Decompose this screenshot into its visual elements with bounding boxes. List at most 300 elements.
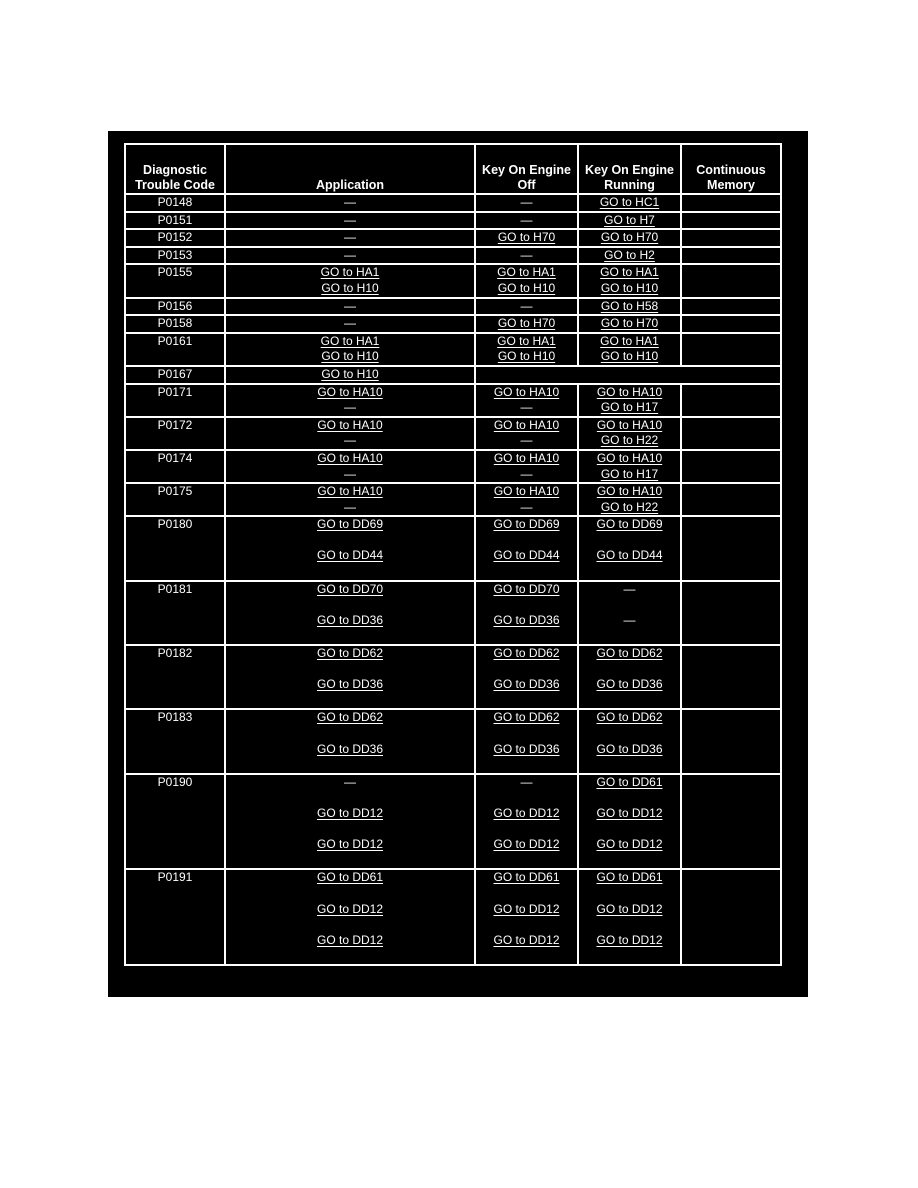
goto-line bbox=[579, 418, 680, 434]
goto-link[interactable]: GO to HA10 bbox=[596, 450, 663, 465]
dtc-code-cell bbox=[125, 645, 225, 709]
goto-line bbox=[226, 349, 474, 365]
goto-line bbox=[226, 418, 474, 434]
empty-line bbox=[476, 822, 577, 838]
goto-line bbox=[226, 902, 474, 918]
goto-cell bbox=[681, 709, 781, 773]
goto-link[interactable]: GO to HA10 bbox=[493, 484, 560, 499]
empty-line bbox=[682, 517, 780, 533]
goto-link[interactable]: GO to DD44 bbox=[596, 548, 663, 563]
dtc-code: P0190 bbox=[157, 774, 193, 789]
goto-link[interactable]: GO to DD12 bbox=[493, 805, 560, 820]
goto-cell bbox=[578, 333, 681, 366]
application-line bbox=[226, 757, 474, 773]
application-line: — bbox=[344, 298, 356, 313]
goto-link[interactable]: GO to DD62 bbox=[316, 710, 384, 725]
goto-line bbox=[226, 548, 474, 564]
empty-line bbox=[682, 265, 780, 281]
column-header-line: Key On Engine bbox=[585, 163, 674, 177]
dtc-code: P0151 bbox=[157, 212, 193, 227]
goto-link[interactable]: GO to HA1 bbox=[497, 265, 556, 280]
goto-line bbox=[579, 548, 680, 564]
goto-line bbox=[226, 742, 474, 758]
dtc-code: P0180 bbox=[157, 517, 193, 532]
dash-placeholder: — bbox=[520, 499, 533, 514]
empty-line bbox=[682, 677, 780, 693]
empty-line bbox=[682, 886, 780, 902]
goto-link[interactable]: GO to DD12 bbox=[596, 932, 663, 947]
goto-link[interactable]: GO to DD36 bbox=[493, 612, 560, 627]
goto-cell bbox=[578, 483, 681, 516]
dtc-code-cell bbox=[125, 450, 225, 483]
goto-link[interactable]: GO to H70 bbox=[497, 230, 556, 245]
goto-link[interactable]: GO to H70 bbox=[600, 316, 659, 331]
goto-line bbox=[476, 677, 577, 693]
goto-link[interactable]: GO to HA1 bbox=[600, 333, 659, 348]
empty-line bbox=[476, 533, 577, 549]
empty-line bbox=[682, 710, 780, 726]
goto-cell bbox=[681, 417, 781, 450]
goto-link[interactable]: GO to HA1 bbox=[600, 265, 659, 280]
empty-line bbox=[682, 451, 780, 467]
application-cell bbox=[225, 247, 475, 265]
dtc-code-cell bbox=[125, 384, 225, 417]
goto-cell bbox=[475, 709, 578, 773]
empty-line bbox=[682, 533, 780, 549]
goto-line bbox=[579, 230, 680, 246]
empty-line bbox=[579, 693, 680, 709]
goto-link[interactable]: GO to HA1 bbox=[320, 333, 380, 348]
goto-line bbox=[476, 349, 577, 365]
goto-cell bbox=[578, 417, 681, 450]
goto-cell bbox=[475, 212, 578, 230]
empty-line bbox=[682, 757, 780, 773]
scanned-table-region bbox=[108, 131, 808, 997]
goto-cell bbox=[578, 384, 681, 417]
goto-link[interactable]: GO to DD70 bbox=[316, 581, 384, 596]
empty-line bbox=[682, 822, 780, 838]
goto-link[interactable]: GO to H10 bbox=[600, 280, 659, 295]
empty-line bbox=[476, 367, 780, 383]
empty-line bbox=[579, 917, 680, 933]
dtc-code: P0153 bbox=[157, 247, 193, 262]
dash-placeholder: — bbox=[520, 466, 533, 481]
empty-line bbox=[682, 726, 780, 742]
goto-link[interactable]: GO to DD70 bbox=[493, 581, 560, 596]
empty-line bbox=[682, 418, 780, 434]
goto-link[interactable]: GO to H10 bbox=[497, 349, 556, 364]
goto-line bbox=[226, 451, 474, 467]
table-row bbox=[125, 315, 781, 333]
application-cell bbox=[225, 450, 475, 483]
goto-cell bbox=[578, 264, 681, 297]
goto-link[interactable]: GO to H22 bbox=[600, 433, 659, 448]
goto-link[interactable]: GO to DD36 bbox=[493, 677, 560, 692]
goto-line bbox=[476, 806, 577, 822]
empty-line bbox=[476, 564, 577, 580]
empty-line bbox=[579, 948, 680, 964]
table-row bbox=[125, 229, 781, 247]
goto-link[interactable]: GO to H10 bbox=[321, 366, 379, 381]
column-header-line: Memory bbox=[707, 178, 755, 192]
goto-link[interactable]: GO to DD36 bbox=[316, 677, 384, 692]
dtc-code-cell bbox=[125, 315, 225, 333]
application-line bbox=[226, 917, 474, 933]
empty-line bbox=[476, 693, 577, 709]
goto-line bbox=[579, 517, 680, 533]
goto-line bbox=[476, 517, 577, 533]
column-header-line: Diagnostic bbox=[143, 163, 207, 177]
goto-line bbox=[476, 742, 577, 758]
goto-line bbox=[579, 646, 680, 662]
table-row bbox=[125, 483, 781, 516]
dtc-code-cell bbox=[125, 194, 225, 212]
goto-link[interactable]: GO to H58 bbox=[600, 298, 659, 313]
goto-cell bbox=[578, 581, 681, 645]
goto-link[interactable]: GO to H22 bbox=[600, 499, 659, 514]
goto-line bbox=[476, 646, 577, 662]
goto-link[interactable]: GO to H17 bbox=[600, 400, 659, 415]
dtc-code: P0171 bbox=[157, 384, 193, 399]
dash-placeholder: — bbox=[520, 400, 533, 415]
empty-line bbox=[682, 742, 780, 758]
empty-line bbox=[579, 886, 680, 902]
goto-line bbox=[579, 334, 680, 350]
goto-link[interactable]: GO to H7 bbox=[604, 212, 655, 227]
goto-link[interactable]: GO to DD62 bbox=[493, 646, 560, 661]
application-cell bbox=[225, 417, 475, 450]
goto-link[interactable]: GO to H70 bbox=[600, 230, 659, 245]
goto-link[interactable]: GO to DD61 bbox=[596, 870, 663, 885]
application-cell bbox=[225, 483, 475, 516]
goto-link[interactable]: GO to HC1 bbox=[599, 195, 660, 209]
goto-link[interactable]: GO to DD36 bbox=[493, 741, 560, 756]
goto-line bbox=[226, 677, 474, 693]
goto-line bbox=[476, 484, 577, 500]
goto-cell bbox=[681, 869, 781, 965]
goto-line bbox=[476, 451, 577, 467]
goto-link[interactable]: GO to DD12 bbox=[493, 901, 560, 916]
goto-cell bbox=[578, 645, 681, 709]
goto-cell bbox=[681, 384, 781, 417]
goto-line bbox=[579, 933, 680, 949]
column-header bbox=[475, 144, 578, 194]
goto-link[interactable]: GO to DD12 bbox=[493, 932, 560, 947]
dtc-code: P0191 bbox=[157, 870, 193, 885]
application-line: — bbox=[344, 195, 356, 209]
goto-link[interactable]: GO to H70 bbox=[497, 316, 556, 331]
application-line: — bbox=[344, 212, 356, 227]
goto-cell bbox=[681, 483, 781, 516]
application-line bbox=[226, 564, 474, 580]
empty-line bbox=[476, 917, 577, 933]
goto-link[interactable]: GO to DD69 bbox=[493, 517, 560, 532]
empty-line bbox=[579, 726, 680, 742]
goto-line bbox=[579, 806, 680, 822]
table-row bbox=[125, 516, 781, 580]
empty-line bbox=[682, 299, 780, 315]
goto-cell bbox=[475, 645, 578, 709]
table-row bbox=[125, 581, 781, 645]
goto-link[interactable]: GO to HA10 bbox=[317, 450, 383, 465]
empty-line bbox=[682, 693, 780, 709]
dtc-code-cell bbox=[125, 483, 225, 516]
goto-cell bbox=[475, 774, 578, 870]
goto-link[interactable]: GO to HA1 bbox=[497, 333, 556, 348]
goto-link[interactable]: GO to DD12 bbox=[493, 837, 560, 852]
goto-link[interactable]: GO to DD12 bbox=[596, 837, 663, 852]
goto-link[interactable]: GO to HA10 bbox=[493, 384, 560, 399]
goto-link[interactable]: GO to DD69 bbox=[316, 517, 384, 532]
goto-line bbox=[579, 742, 680, 758]
dtc-code: P0152 bbox=[157, 230, 193, 245]
goto-link[interactable]: GO to HA10 bbox=[596, 417, 663, 432]
dtc-code: P0181 bbox=[157, 581, 193, 596]
goto-line bbox=[476, 281, 577, 297]
column-header-line: Key On Engine bbox=[482, 163, 571, 177]
goto-line bbox=[226, 334, 474, 350]
table-row bbox=[125, 333, 781, 366]
column-header-line: Continuous bbox=[696, 163, 766, 177]
goto-link[interactable]: GO to HA10 bbox=[493, 417, 560, 432]
application-cell bbox=[225, 384, 475, 417]
goto-link[interactable]: GO to DD36 bbox=[596, 741, 663, 756]
goto-link[interactable]: GO to DD69 bbox=[596, 517, 663, 532]
empty-line bbox=[476, 790, 577, 806]
empty-line bbox=[579, 628, 680, 644]
table-row bbox=[125, 298, 781, 316]
empty-line bbox=[682, 597, 780, 613]
empty-line bbox=[682, 948, 780, 964]
goto-link[interactable]: GO to DD12 bbox=[316, 837, 384, 852]
goto-link[interactable]: GO to DD44 bbox=[493, 548, 560, 563]
goto-cell bbox=[681, 194, 781, 212]
goto-link[interactable]: GO to DD12 bbox=[316, 932, 384, 947]
goto-cell bbox=[578, 450, 681, 483]
goto-cell bbox=[681, 315, 781, 333]
dtc-code: P0175 bbox=[157, 484, 193, 499]
goto-link[interactable]: GO to DD61 bbox=[316, 870, 384, 885]
goto-link[interactable]: GO to DD12 bbox=[316, 901, 384, 916]
goto-line bbox=[226, 582, 474, 598]
table-row bbox=[125, 417, 781, 450]
table-header-row bbox=[125, 144, 781, 194]
table-header bbox=[125, 144, 781, 194]
dtc-code: P0174 bbox=[157, 450, 193, 465]
goto-cell bbox=[681, 450, 781, 483]
goto-cell bbox=[475, 264, 578, 297]
empty-line bbox=[682, 933, 780, 949]
application-line: — bbox=[344, 247, 356, 262]
goto-link[interactable]: GO to DD61 bbox=[596, 774, 663, 789]
goto-line bbox=[476, 418, 577, 434]
goto-line bbox=[476, 582, 577, 598]
goto-line bbox=[476, 385, 577, 401]
empty-line bbox=[682, 230, 780, 246]
goto-line bbox=[579, 484, 680, 500]
application-line bbox=[226, 948, 474, 964]
column-header bbox=[578, 144, 681, 194]
goto-link[interactable]: GO to H10 bbox=[321, 280, 379, 295]
empty-line bbox=[476, 853, 577, 869]
table-row bbox=[125, 709, 781, 773]
goto-link[interactable]: GO to DD36 bbox=[316, 612, 384, 627]
dtc-code-cell bbox=[125, 298, 225, 316]
goto-cell bbox=[681, 298, 781, 316]
application-cell bbox=[225, 366, 475, 384]
dtc-code-cell bbox=[125, 581, 225, 645]
application-cell bbox=[225, 194, 475, 212]
dtc-code-cell bbox=[125, 229, 225, 247]
dtc-code-cell bbox=[125, 709, 225, 773]
goto-line bbox=[226, 265, 474, 281]
goto-link[interactable]: GO to DD36 bbox=[596, 677, 663, 692]
goto-link[interactable]: GO to DD62 bbox=[596, 710, 663, 725]
goto-link[interactable]: GO to HA10 bbox=[596, 384, 663, 399]
goto-line bbox=[226, 710, 474, 726]
dtc-code-cell bbox=[125, 247, 225, 265]
goto-line bbox=[476, 933, 577, 949]
empty-line bbox=[682, 281, 780, 297]
application-line bbox=[226, 886, 474, 902]
goto-cell bbox=[681, 229, 781, 247]
dtc-code: P0161 bbox=[157, 333, 193, 348]
goto-cell bbox=[681, 516, 781, 580]
goto-line bbox=[476, 710, 577, 726]
dtc-table bbox=[124, 143, 782, 966]
empty-line bbox=[476, 662, 577, 678]
goto-cell bbox=[681, 774, 781, 870]
application-cell bbox=[225, 264, 475, 297]
empty-line bbox=[682, 853, 780, 869]
goto-link[interactable]: GO to H10 bbox=[600, 349, 659, 364]
goto-line bbox=[579, 775, 680, 791]
goto-link[interactable]: GO to DD12 bbox=[596, 901, 663, 916]
table-row bbox=[125, 264, 781, 297]
empty-line bbox=[682, 902, 780, 918]
goto-link[interactable]: GO to DD12 bbox=[596, 805, 663, 820]
goto-link[interactable]: GO to DD36 bbox=[316, 741, 384, 756]
goto-link[interactable]: GO to DD62 bbox=[596, 646, 663, 661]
empty-line bbox=[682, 628, 780, 644]
goto-line bbox=[579, 400, 680, 416]
goto-line bbox=[226, 484, 474, 500]
application-line bbox=[226, 693, 474, 709]
dash-placeholder: — bbox=[520, 433, 533, 448]
dash-placeholder: — bbox=[623, 612, 636, 627]
goto-link[interactable]: GO to DD62 bbox=[316, 646, 384, 661]
dtc-code-cell bbox=[125, 516, 225, 580]
goto-line bbox=[579, 195, 680, 211]
goto-link[interactable]: GO to H10 bbox=[497, 280, 556, 295]
application-line: — bbox=[344, 774, 356, 789]
goto-cell bbox=[681, 581, 781, 645]
goto-cell bbox=[475, 450, 578, 483]
goto-cell bbox=[475, 247, 578, 265]
goto-line bbox=[476, 902, 577, 918]
empty-line bbox=[579, 662, 680, 678]
goto-link[interactable]: GO to DD12 bbox=[316, 805, 384, 820]
goto-link[interactable]: GO to H10 bbox=[321, 349, 379, 364]
goto-link[interactable]: GO to H2 bbox=[604, 247, 655, 262]
dash-placeholder: — bbox=[520, 247, 533, 262]
empty-line bbox=[682, 582, 780, 598]
goto-cell bbox=[475, 194, 578, 212]
goto-cell bbox=[578, 315, 681, 333]
goto-cell bbox=[578, 709, 681, 773]
dash-placeholder: — bbox=[520, 195, 533, 209]
empty-line bbox=[579, 853, 680, 869]
table-body bbox=[125, 194, 781, 965]
application-line bbox=[226, 790, 474, 806]
empty-line bbox=[682, 564, 780, 580]
empty-line bbox=[682, 316, 780, 332]
empty-line bbox=[682, 837, 780, 853]
table-row bbox=[125, 194, 781, 212]
goto-link[interactable]: GO to HA10 bbox=[317, 384, 383, 399]
application-cell bbox=[225, 645, 475, 709]
goto-cell bbox=[475, 384, 578, 417]
empty-line bbox=[682, 334, 780, 350]
empty-line bbox=[682, 870, 780, 886]
goto-link[interactable]: GO to HA10 bbox=[317, 484, 383, 499]
goto-line bbox=[476, 837, 577, 853]
goto-link[interactable]: GO to HA1 bbox=[320, 265, 380, 280]
goto-link[interactable]: GO to HA10 bbox=[596, 484, 663, 499]
empty-line bbox=[579, 822, 680, 838]
application-cell bbox=[225, 581, 475, 645]
goto-line bbox=[579, 467, 680, 483]
goto-line bbox=[579, 433, 680, 449]
empty-line bbox=[682, 790, 780, 806]
dtc-code: P0158 bbox=[157, 316, 193, 331]
goto-link[interactable]: GO to DD62 bbox=[493, 710, 560, 725]
empty-line bbox=[579, 757, 680, 773]
application-cell bbox=[225, 774, 475, 870]
goto-link[interactable]: GO to HA10 bbox=[493, 450, 560, 465]
goto-link[interactable]: GO to DD61 bbox=[493, 870, 560, 885]
goto-line bbox=[579, 349, 680, 365]
empty-line bbox=[682, 613, 780, 629]
goto-line bbox=[476, 613, 577, 629]
goto-line bbox=[579, 870, 680, 886]
goto-link[interactable]: GO to DD44 bbox=[316, 548, 384, 563]
dtc-code-cell bbox=[125, 417, 225, 450]
empty-line bbox=[682, 917, 780, 933]
dtc-code: P0156 bbox=[157, 298, 193, 313]
empty-line bbox=[476, 886, 577, 902]
goto-link[interactable]: GO to HA10 bbox=[317, 417, 383, 432]
table-row bbox=[125, 384, 781, 417]
empty-line bbox=[682, 500, 780, 516]
goto-cell bbox=[578, 229, 681, 247]
goto-cell bbox=[578, 774, 681, 870]
column-header bbox=[125, 144, 225, 194]
column-header-line: Off bbox=[517, 178, 536, 192]
goto-link[interactable]: GO to H17 bbox=[600, 466, 659, 481]
empty-line bbox=[682, 248, 780, 264]
goto-cell bbox=[681, 247, 781, 265]
table-row bbox=[125, 366, 781, 384]
dtc-code: P0167 bbox=[157, 366, 193, 381]
empty-line bbox=[682, 484, 780, 500]
goto-cell bbox=[578, 869, 681, 965]
dtc-code-cell bbox=[125, 774, 225, 870]
goto-line bbox=[226, 517, 474, 533]
goto-cell bbox=[475, 581, 578, 645]
application-line bbox=[226, 822, 474, 838]
empty-line bbox=[476, 597, 577, 613]
